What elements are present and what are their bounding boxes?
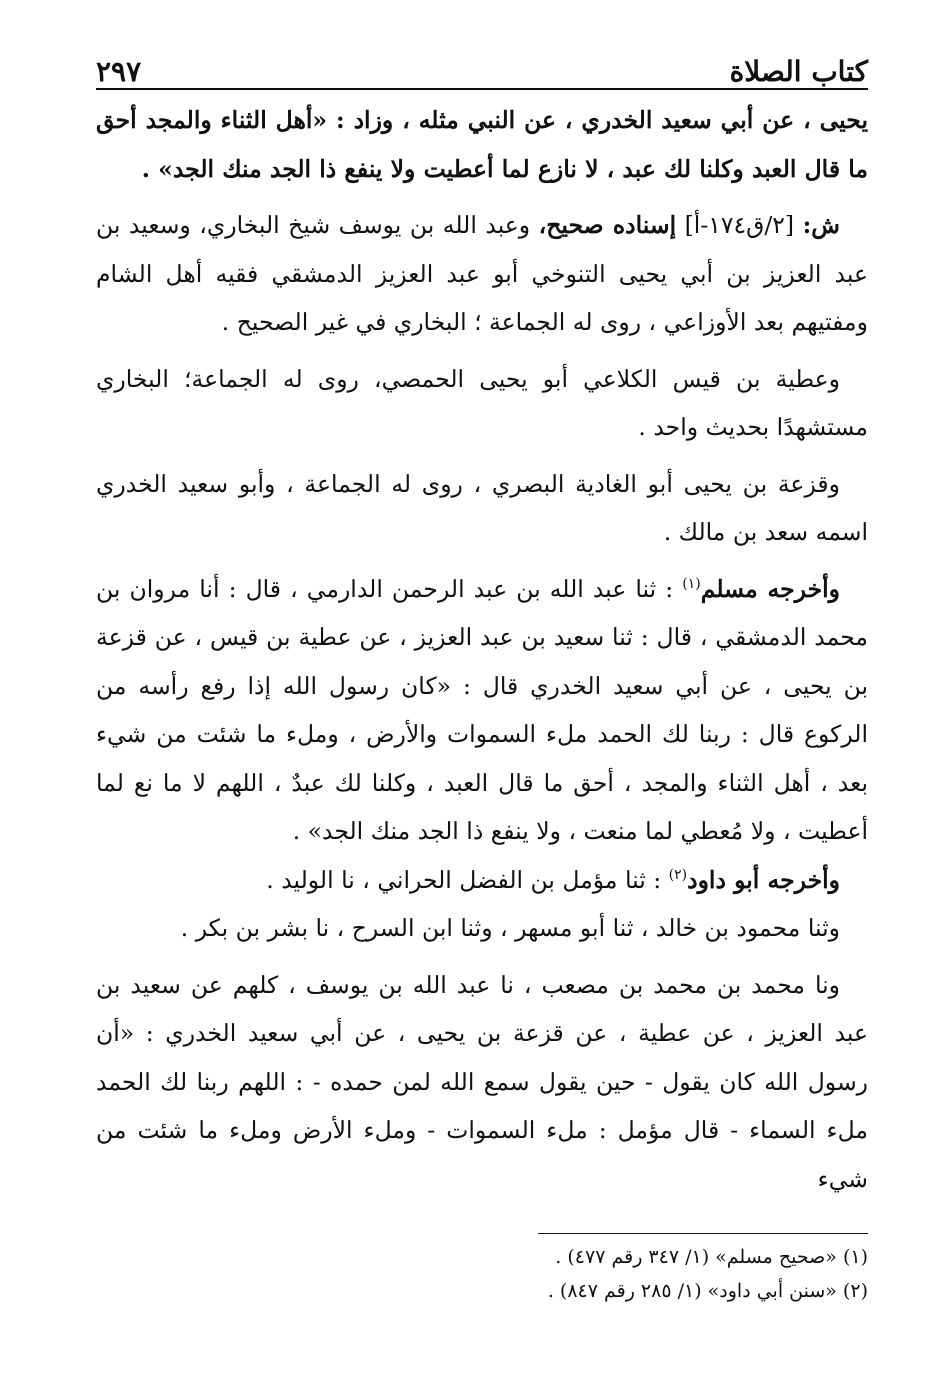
paragraph-narrator-atiyya: وعطية بن قيس الكلاعي أبو يحيى الحمصي، روى له الجماعة؛ البخاري مستشهدًا بحديث واحد . <box>96 364 868 441</box>
paragraph-commentary <box>96 201 868 347</box>
commentary-text: وعبد الله بن يوسف شيخ البخاري، وسعيد بن عبد العزيز بن أبي يحيى التنوخي أبو عبد العزيز الدمشقي فقيه أهل الشام ومفتيهم بعد الأوزاعي ، روى له الجماعة ؛ البخاري في غير الصحيح . <box>96 211 868 336</box>
paragraph-abu-dawud-chain <box>96 856 868 905</box>
source-abu-dawud: وأخرجه أبو داود <box>687 865 840 894</box>
commentary-marker: ش: <box>802 211 840 239</box>
muslim-text: : ثنا عبد الله بن عبد الرحمن الدارمي ، قال : أنا مروان بن محمد الدمشقي ، قال : ثنا سعيد بن عبد العزيز ، عن عطية بن قيس ، عن قزعة بن يحيى ، عن أبي سعيد الخدري قال : «كان رسول الله إذا رفع رأسه من الركوع قال : ربنا لك الحمد ملء السموات والأرض ، وملء ما شئت من شيء بعد ، أهل الثناء والمجد ، أحق ما قال العبد ، وكلنا لك عبدٌ ، اللهم لا ما نع لما أعطيت ، ولا مُعطي لما منعت ، ولا ينفع ذا الجد منك الجد» . <box>96 574 868 845</box>
paragraph-second-chain: وثنا محمود بن خالد ، ثنا أبو مسهر ، وثنا ابن السرح ، نا بشر بن بكر . <box>180 914 840 942</box>
paragraph-hadith-addition: يحيى ، عن أبي سعيد الخدري ، عن النبي مثله ، وزاد : «أهل الثناء والمجد أحق ما قال العبد وكلنا لك عبد ، لا نازع لما أعطيت ولا ينفع ذا الجد منك الجد» . <box>96 106 868 183</box>
page-header <box>96 38 868 90</box>
page <box>96 38 868 1308</box>
paragraph-third-chain: ونا محمد بن محمد بن مصعب ، نا عبد الله بن يوسف ، كلهم عن سعيد بن عبد العزيز ، عن عطية ، عن قزعة بن يحيى ، عن أبي سعيد الخدري : «أن رسول الله كان يقول - حين يقول سمع الله لمن حمده - : اللهم ربنا لك الحمد ملء السماء - قال مؤمل : ملء السموات - وملء الأرض وملء ما شئت من شيء <box>96 970 868 1193</box>
footnote-ref-1: (١) <box>682 575 701 592</box>
abu-dawud-text: : ثنا مؤمل بن الفضل الحراني ، نا الوليد . <box>266 865 662 894</box>
source-muslim: وأخرجه مسلم <box>700 574 840 603</box>
manuscript-reference: [٢/ق١٧٤-أ] <box>684 211 795 239</box>
footnote-separator <box>538 1233 868 1234</box>
page-number: ٢٩٧ <box>96 55 142 88</box>
footnote-ref-2: (٢) <box>668 866 688 883</box>
isnad-verdict: إسناده صحيح، <box>538 211 677 239</box>
footnote-2: (٢) «سنن أبي داود» (١/ ٢٨٥ رقم ٨٤٧) . <box>547 1280 868 1302</box>
book-title: كتاب الصلاة <box>729 55 868 88</box>
footnote-1: (١) «صحيح مسلم» (١/ ٣٤٧ رقم ٤٧٧) . <box>555 1246 868 1268</box>
paragraph-muslim-chain <box>96 565 868 856</box>
paragraph-narrator-qazaa: وقزعة بن يحيى أبو الغادية البصري ، روى له الجماعة ، وأبو سعيد الخدري اسمه سعد بن مالك . <box>96 469 868 546</box>
